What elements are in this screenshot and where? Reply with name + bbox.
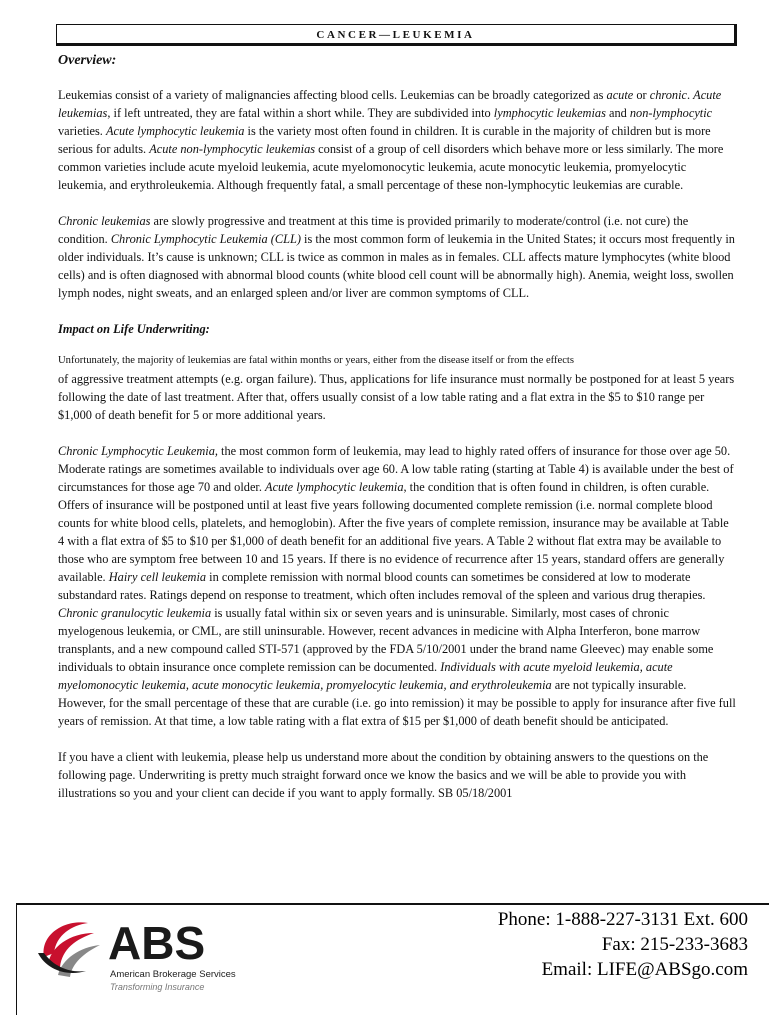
text-run-italic: Individuals with acute myeloid leukemia, acute myelomonocytic leukemia, acute monocytic leukemia, promyelocytic leukemia, and erythroleukemia — [58, 660, 673, 692]
text-run: consist of a group of cell disorders which behave more or less similarly. The more common varieties include acute myeloid leukemia, acute myelomonocytic leukemia, acute monocytic leukemia, promyelocytic leukemia, and erythroleukemia. Although frequently fatal, a small percentage of these non-lymphocytic leukemias are curable. — [58, 142, 724, 192]
overview-heading: Overview: — [58, 53, 117, 68]
text-run-italic: Hairy cell leukemia — [108, 570, 207, 584]
text-run: , the condition that is often found in children, is often curable. Offers of insurance will be postponed until at least five years following documented complete remission (i.e. normal complete blood counts for white blood cells, platelets, and hemoglobin). After the five years of complete remission, insurance may be available at Table 4 with a flat extra of $5 to $10 per $1,000 of death benefit for an additional five years. A Table 2 without flat extra may be available to those who are symptom free between 10 and 15 years. If there is no evidence of recurrence after 15 years, standard offers are generally available. — [58, 480, 729, 584]
text-run: is usually fatal within six or seven years and is uninsurable. Similarly, most cases of chronic myelogenous leukemia, or CML, are still uninsurable. However, recent advances in medicine with Alpha Interferon, bone marrow transplants, and a new compound called STI-571 (approved by the FDA 5/10/2001 under the brand name Gleevec) may enable some individuals to obtain insurance once complete remission can be documented. — [58, 606, 714, 674]
text-run-italic: Chronic Lymphocytic Leukemia (CLL) — [110, 232, 301, 246]
text-run-italic: non-lymphocytic — [629, 106, 713, 120]
fax-number: Fax: 215-233-3683 — [601, 934, 748, 955]
text-run: of aggressive treatment attempts (e.g. organ failure). Thus, applications for life insurance must normally be postponed for at least 5 years following the date of last treatment. After that, offers usually consist of a low table rating and a flat extra in the $5 to $10 range per $1,000 of death benefit for 5 or more additional years. — [58, 372, 735, 422]
text-run-italic: Acute lymphocytic leukemia — [265, 480, 404, 494]
text-run-italic: Chronic Lymphocytic Leukemia, — [58, 444, 218, 458]
text-run-italic: chronic — [649, 88, 687, 102]
text-run: is the variety most often found in children. It is curable in the majority of children but is more serious for adults. — [58, 124, 711, 156]
text-run: varieties. — [58, 124, 106, 138]
text-run: Leukemias consist of a variety of malignancies affecting blood cells. Leukemias can be broadly categorized as — [58, 88, 607, 102]
text-run: the most common form of leukemia, may lead to highly rated offers of insurance for those over age 50. Moderate ratings are sometimes available to individuals over age 60. A low table rating (starting at Table 4) is available under the best of circumstances for those age 70 and older. — [58, 444, 734, 494]
text-run-small: Unfortunately, the majority of leukemias are fatal within months or years, either from the disease itself or from the effects — [58, 355, 574, 366]
text-run-italic: acute — [606, 88, 634, 102]
phone-number: Phone: 1-888-227-3131 Ext. 600 — [497, 909, 748, 930]
company-name: American Brokerage Services — [110, 969, 236, 980]
logo-wordmark: ABS — [108, 917, 206, 969]
text-run: , if left untreated, they are fatal within a short while. They are subdivided into — [107, 106, 494, 120]
text-run: in complete remission with normal blood counts can sometimes be considered at low to moderate substandard rates. Ratings depend on response to treatment, which often includes removal of the spleen and various drug therapies. — [58, 570, 706, 602]
page-header — [56, 24, 737, 46]
impact-paragraph-2 — [58, 442, 736, 730]
overview-paragraph-2 — [58, 212, 736, 302]
impact-paragraph-3: If you have a client with leukemia, please help us understand more about the condition by obtaining answers to the questions on the following page. Underwriting is pretty much straight forward once we know the basics and we will be able to provide you with illustrations so you and your client can decide if you want to apply formally. SB 05/18/2001 — [58, 750, 709, 800]
text-run-italic: Acute leukemias — [58, 88, 722, 120]
text-run: are slowly progressive and treatment at this time is provided primarily to moderate/control (i.e. not cure) the condition. — [58, 214, 689, 246]
text-run-italic: Chronic leukemias — [58, 214, 151, 228]
document-body — [58, 50, 736, 802]
swoosh-logo-icon — [36, 913, 108, 985]
text-run: is the most common form of leukemia in the United States; it occurs most frequently in older individuals. It’s cause is unknown; CLL is twice as common in males as in females. CLL affects mature lymphocytes (white blood cells) and is often diagnosed with abnormal blood counts (white blood cell count will be abnormally high). Anemia, weight loss, swollen lymph nodes, night sweats, and an enlarged spleen and/or liver are common symptoms of CLL. — [58, 232, 735, 300]
header-title: CANCER—LEUKEMIA — [316, 29, 475, 41]
impact-paragraph-1 — [58, 350, 736, 424]
text-run-italic: Acute non-lymphocytic leukemias — [149, 142, 316, 156]
text-run-italic: Acute lymphocytic leukemia — [105, 124, 245, 138]
email-address: Email: LIFE@ABSgo.com — [541, 959, 748, 980]
impact-heading: Impact on Life Underwriting: — [58, 322, 210, 336]
abs-logo — [36, 913, 266, 999]
text-run: are not typically insurable. However, for the small percentage of these that are curable (i.e. go into remission) it may be possible to apply for insurance after five full years of remission. At that time, a low table rating with a flat extra of $15 per $1,000 of death benefit should be anticipated. — [58, 678, 736, 728]
contact-block — [498, 907, 748, 982]
text-run: or — [633, 88, 650, 102]
company-tagline: Transforming Insurance — [110, 982, 205, 992]
text-run-italic: Chronic granulocytic leukemia — [58, 606, 212, 620]
overview-paragraph-1 — [58, 86, 736, 194]
text-run: and — [605, 106, 630, 120]
text-run-italic: lymphocytic leukemias — [493, 106, 606, 120]
text-run: . — [686, 88, 694, 102]
